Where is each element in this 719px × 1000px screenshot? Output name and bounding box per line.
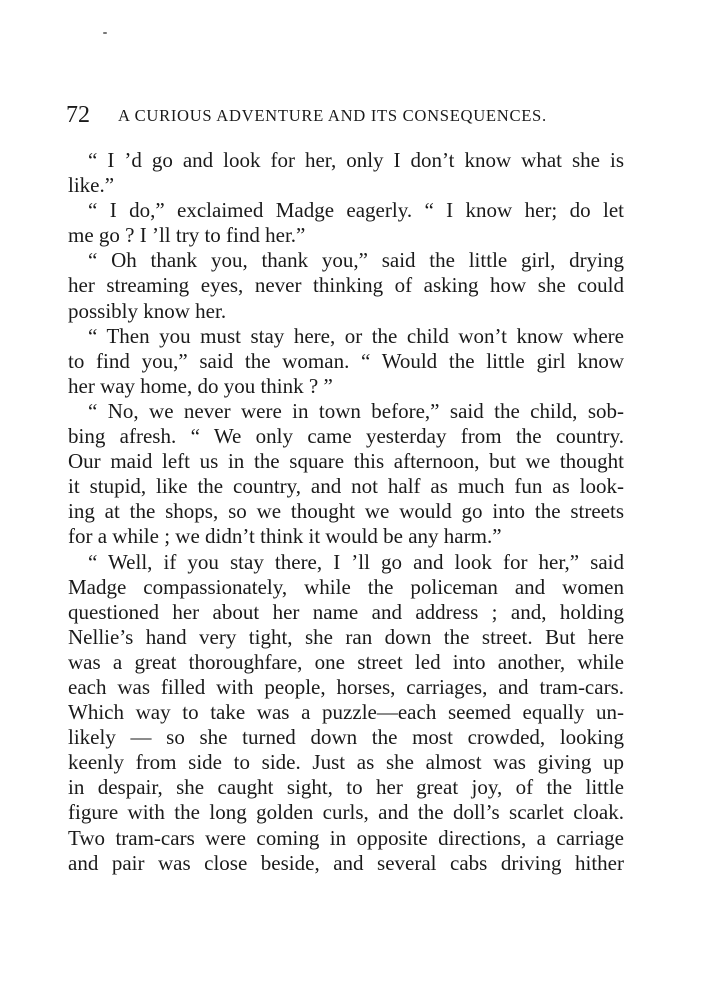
text-line: each was filled with people, horses, carriages, and tram-cars. — [68, 674, 624, 699]
text-line: “ No, we never were in town before,” said the child, sob- — [88, 398, 624, 423]
text-line: likely — so she turned down the most crowded, looking — [68, 725, 624, 750]
text-line: keenly from side to side. Just as she almost was giving up — [68, 750, 624, 775]
text-line: was a great thoroughfare, one street led into another, while — [68, 649, 624, 674]
text-line: in despair, she caught sight, to her great joy, of the little — [68, 775, 624, 800]
text-line: ing at the shops, so we thought we would go into the streets — [68, 499, 624, 524]
text-line: it stupid, like the country, and not half as much fun as look- — [68, 474, 624, 499]
text-line: “ Oh thank you, thank you,” said the little girl, drying — [88, 248, 624, 273]
text-line: bing afresh. “ We only came yesterday from the country. — [68, 424, 624, 449]
text-line: her streaming eyes, never thinking of asking how she could — [68, 273, 624, 298]
text-line: figure with the long golden curls, and the doll’s scarlet cloak. — [68, 800, 624, 825]
body-text — [68, 148, 624, 876]
print-speck — [103, 32, 107, 34]
text-line: her way home, do you think ? ” — [68, 373, 333, 398]
text-line: “ Then you must stay here, or the child won’t know where — [88, 323, 624, 348]
page-number: 72 — [66, 102, 90, 128]
text-line: for a while ; we didn’t think it would be any harm.” — [68, 524, 502, 549]
text-line: Two tram-cars were coming in opposite directions, a carriage — [68, 825, 624, 850]
text-line: me go ? I ’ll try to find her.” — [68, 223, 306, 248]
text-line: and pair was close beside, and several cabs driving hither — [68, 850, 624, 875]
text-line: Our maid left us in the square this afternoon, but we thought — [68, 449, 624, 474]
text-line: Which way to take was a puzzle—each seemed equally un- — [68, 700, 624, 725]
text-line: questioned her about her name and address ; and, holding — [68, 599, 624, 624]
running-head — [66, 100, 628, 130]
text-line: like.” — [68, 173, 115, 198]
text-line: Madge compassionately, while the policeman and women — [68, 574, 624, 599]
text-line: “ I do,” exclaimed Madge eagerly. “ I know her; do let — [88, 198, 624, 223]
text-line: possibly know her. — [68, 298, 227, 323]
running-title: A CURIOUS ADVENTURE AND ITS CONSEQUENCES. — [118, 106, 547, 125]
text-line: “ Well, if you stay there, I ’ll go and look for her,” said — [88, 549, 624, 574]
text-line: to find you,” said the woman. “ Would the little girl know — [68, 348, 624, 373]
text-line: Nellie’s hand very tight, she ran down the street. But here — [68, 624, 624, 649]
text-line: “ I ’d go and look for her, only I don’t know what she is — [88, 148, 624, 172]
